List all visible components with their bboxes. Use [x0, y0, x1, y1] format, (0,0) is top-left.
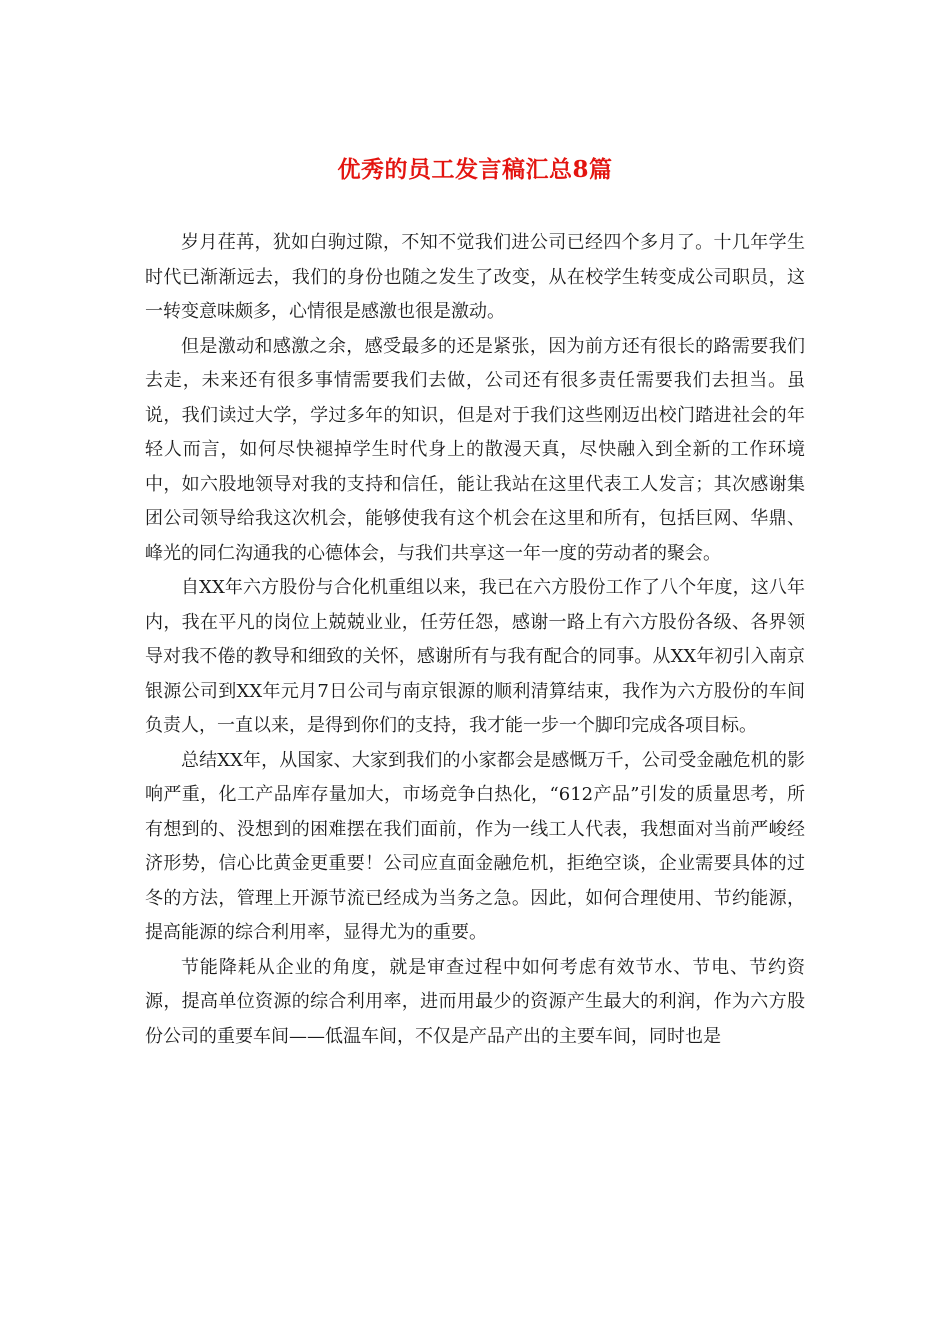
- document-body: [145, 226, 805, 1054]
- paragraph-1: 岁月荏苒，犹如白驹过隙，不知不觉我们进公司已经四个多月了。十几年学生时代已渐渐远去，我们的身份也随之发生了改变，从在校学生转变成公司职员，这一转变意味颇多，心情很是感激也很是激动。: [145, 232, 805, 322]
- document-title: 优秀的员工发言稿汇总8篇: [337, 156, 613, 183]
- paragraph-2: 但是激动和感激之余，感受最多的还是紧张，因为前方还有很长的路需要我们去走，未来还有很多事情需要我们去做，公司还有很多责任需要我们去担当。虽说，我们读过大学，学过多年的知识，但是对于我们这些刚迈出校门踏进社会的年轻人而言，如何尽快褪掉学生时代身上的散漫天真，尽快融入到全新的工作环境中，如六股地领导对我的支持和信任，能让我站在这里代表工人发言；其次感谢集团公司领导给我这次机会，能够使我有这个机会在这里和所有，包括巨网、华鼎、峰光的同仁沟通我的心德体会，与我们共享这一年一度的劳动者的聚会。: [145, 335, 805, 564]
- paragraph-3: 自XX年六方股份与合化机重组以来，我已在六方股份工作了八个年度，这八年内，我在平凡的岗位上兢兢业业，任劳任怨，感谢一路上有六方股份各级、各界领导对我不倦的教导和细致的关怀，感谢所有与我有配合的同事。从XX年初引入南京银源公司到XX年元月7日公司与南京银源的顺利清算结束，我作为六方股份的车间负责人，一直以来，是得到你们的支持，我才能一步一个脚印完成各项目标。: [145, 577, 805, 736]
- paragraph-4: 总结XX年，从国家、大家到我们的小家都会是感慨万千，公司受金融危机的影响严重，化工产品库存量加大，市场竞争白热化，“612产品”引发的质量思考，所有想到的、没想到的困难摆在我们面前，作为一线工人代表，我想面对当前严峻经济形势，信心比黄金更重要！公司应直面金融危机，拒绝空谈，企业需要具体的过冬的方法，管理上开源节流已经成为当务之急。因此，如何合理使用、节约能源，提高能源的综合利用率，显得尤为的重要。: [145, 749, 805, 943]
- paragraph-5: 节能降耗从企业的角度，就是审查过程中如何考虑有效节水、节电、节约资源，提高单位资源的综合利用率，进而用最少的资源产生最大的利润，作为六方股份公司的重要车间——低温车间，不仅是产品产出的主要车间，同时也是: [145, 956, 805, 1047]
